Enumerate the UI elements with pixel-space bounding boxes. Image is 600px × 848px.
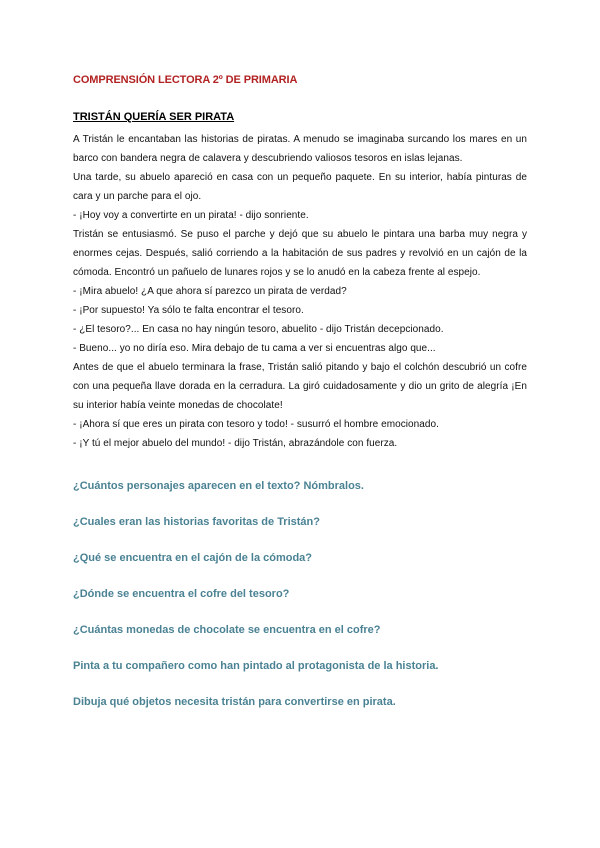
story-title: TRISTÁN QUERÍA SER PIRATA (73, 111, 235, 123)
question-item: ¿Cuántas monedas de chocolate se encuentra en el cofre? (73, 624, 381, 636)
question-item: ¿Cuántos personajes aparecen en el texto? Nómbralos. (73, 480, 364, 492)
story-paragraph: Una tarde, su abuelo apareció en casa con un pequeño paquete. En su interior, había pinturas de cara y un parche para el ojo. (73, 172, 527, 202)
story-text (73, 130, 527, 453)
question-item: ¿Dónde se encuentra el cofre del tesoro? (73, 588, 290, 600)
story-paragraph: - ¡Ahora sí que eres un pirata con tesoro y todo! - susurró el hombre emocionado. (73, 419, 439, 430)
story-paragraph: Tristán se entusiasmó. Se puso el parche y dejó que su abuelo le pintara una barba muy negra y enormes cejas. Después, salió corriendo a la habitación de sus padres y revolvió en un cajón de la cómoda. Encontró un pañuelo de lunares rojos y se lo anudó en la cabeza frente al espejo. (73, 229, 527, 278)
story-paragraph: - ¡Mira abuelo! ¿A que ahora sí parezco un pirata de verdad? (73, 286, 347, 297)
story-paragraph: - ¡Hoy voy a convertirte en un pirata! - dijo sonriente. (73, 210, 309, 221)
story-paragraph: A Tristán le encantaban las historias de piratas. A menudo se imaginaba surcando los mares en un barco con bandera negra de calavera y descubriendo valiosos tesoros en islas lejanas. (73, 134, 527, 164)
story-paragraph: - ¡Por supuesto! Ya sólo te falta encontrar el tesoro. (73, 305, 304, 316)
question-item: Dibuja qué objetos necesita tristán para convertirse en pirata. (73, 696, 396, 708)
questions-list (73, 480, 533, 732)
story-paragraph: - Bueno... yo no diría eso. Mira debajo de tu cama a ver si encuentras algo que... (73, 343, 436, 354)
story-paragraph: Antes de que el abuelo terminara la frase, Tristán salió pitando y bajo el colchón descubrió un cofre con una pequeña llave dorada en la cerradura. La giró cuidadosamente y dio un grito de alegría ¡En su interior había veinte monedas de chocolate! (73, 362, 527, 411)
story-paragraph: - ¡Y tú el mejor abuelo del mundo! - dijo Tristán, abrazándole con fuerza. (73, 438, 398, 449)
question-item: Pinta a tu compañero como han pintado al protagonista de la historia. (73, 660, 439, 672)
question-item: ¿Qué se encuentra en el cajón de la cómoda? (73, 552, 313, 564)
question-item: ¿Cuales eran las historias favoritas de Tristán? (73, 516, 320, 528)
worksheet-heading: COMPRENSIÓN LECTORA 2º DE PRIMARIA (73, 74, 298, 86)
story-paragraph: - ¿El tesoro?... En casa no hay ningún tesoro, abuelito - dijo Tristán decepcionado. (73, 324, 444, 335)
